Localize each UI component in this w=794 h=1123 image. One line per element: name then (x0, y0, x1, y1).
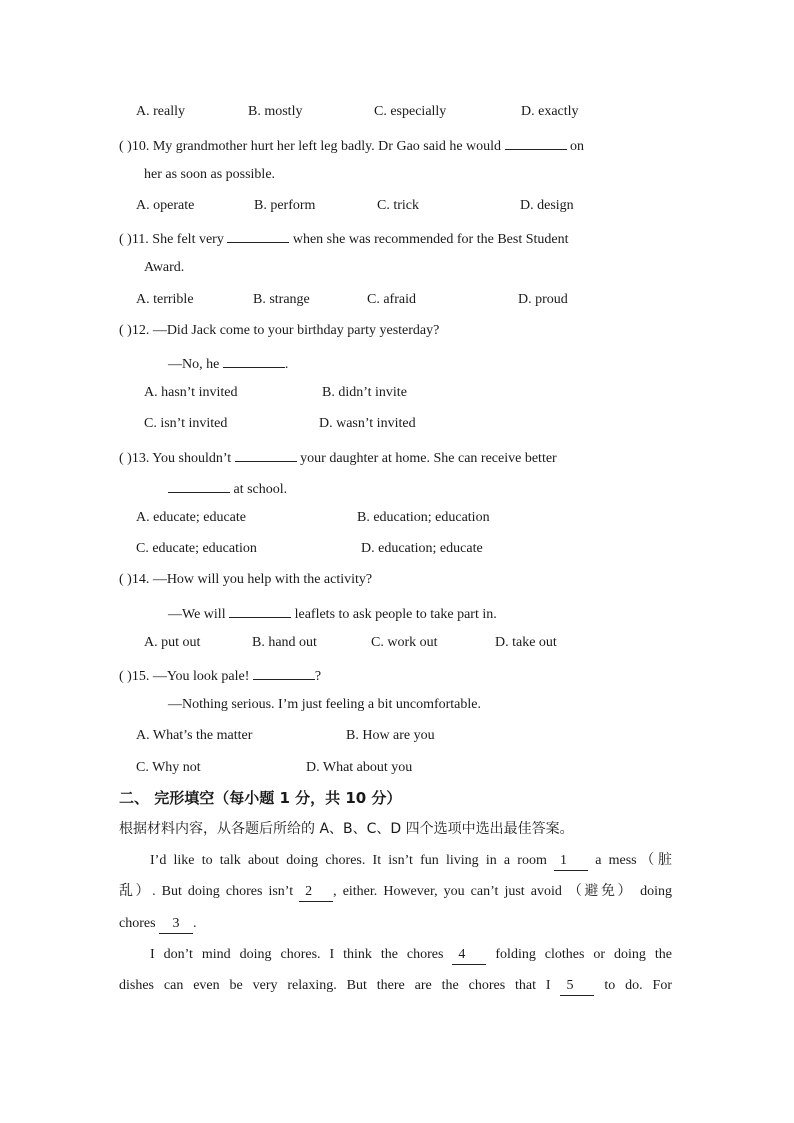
passage-text: folding clothes or doing the (495, 947, 672, 962)
q12-option-a: A. hasn’t invited (144, 385, 238, 400)
section-title: 二、 完形填空（每小题 1 分，共 10 分） (119, 789, 402, 807)
q12-response (168, 353, 288, 374)
q9-option-a: A. really (136, 104, 185, 119)
q11-stem (119, 228, 569, 249)
q10-stem-cont: her as soon as possible. (144, 167, 276, 182)
passage-text: dishes can even be very relaxing. But there are the chores that I (119, 978, 551, 993)
q15-stem (119, 665, 321, 686)
cloze-blank-1: 1 (554, 852, 588, 871)
q10-option-d: D. design (520, 198, 574, 213)
q9-option-d: D. exactly (521, 104, 579, 119)
answer-blank (235, 447, 297, 462)
cloze-blank-4: 4 (452, 946, 486, 965)
q10-option-a: A. operate (136, 198, 195, 213)
q14-option-b: B. hand out (252, 635, 317, 650)
q14-stem: ( )14. —How will you help with the activity? (119, 572, 373, 587)
q14-text-1: —We will (168, 607, 226, 622)
q12-text-2: . (284, 357, 289, 372)
q12-option-c: C. isn’t invited (144, 416, 228, 431)
q13-text-2: your daughter at home. She can receive better (300, 451, 557, 466)
q15-option-d: D. What about you (306, 760, 413, 775)
q13-text-3: at school. (233, 482, 288, 497)
q11-text-2: when she was recommended for the Best Student (292, 232, 569, 247)
cloze-blank-5: 5 (560, 977, 594, 996)
passage-text: , either. However, you can’t just avoid （避免） doing (333, 884, 673, 899)
passage-p1-line2 (119, 883, 672, 902)
q14-option-a: A. put out (144, 635, 201, 650)
q10-option-b: B. perform (254, 198, 316, 213)
passage-p1-line1 (150, 852, 672, 871)
q14-option-d: D. take out (495, 635, 557, 650)
q10-stem (119, 135, 584, 156)
passage-text: . (193, 916, 197, 931)
q11-text-1: ( )11. She felt very (119, 232, 224, 247)
passage-text: chores (119, 916, 156, 931)
answer-blank (223, 353, 285, 368)
answer-blank (168, 478, 230, 493)
q11-option-b: B. strange (253, 292, 310, 307)
q13-stem-cont (168, 478, 287, 499)
q12-option-d: D. wasn’t invited (319, 416, 416, 431)
cloze-blank-3: 3 (159, 915, 193, 934)
q11-option-a: A. terrible (136, 292, 194, 307)
answer-blank (505, 135, 567, 150)
q9-option-c: C. especially (374, 104, 447, 119)
q13-option-b: B. education; education (357, 510, 490, 525)
q12-stem: ( )12. —Did Jack come to your birthday party yesterday? (119, 323, 440, 338)
passage-text: to do. For (604, 978, 672, 993)
q13-stem (119, 447, 557, 468)
answer-blank (253, 665, 315, 680)
q10-text-1: ( )10. My grandmother hurt her left leg badly. Dr Gao said he would (119, 139, 502, 154)
q15-option-b: B. How are you (346, 728, 435, 743)
passage-text: 乱）. But doing chores isn’t (119, 884, 294, 899)
q15-option-a: A. What’s the matter (136, 728, 253, 743)
section-instruction: 根据材料内容，从各题后所给的 A、B、C、D 四个选项中选出最佳答案。 (119, 821, 574, 837)
answer-blank (229, 603, 291, 618)
q15-response: —Nothing serious. I’m just feeling a bit uncomfortable. (168, 697, 481, 712)
q10-text-2: on (570, 139, 585, 154)
q13-option-d: D. education; educate (361, 541, 483, 556)
q9-option-b: B. mostly (248, 104, 303, 119)
q15-text-2: ? (314, 669, 322, 684)
passage-text: a mess（脏 (595, 853, 672, 868)
q11-option-d: D. proud (518, 292, 568, 307)
passage-p2-line2 (119, 977, 672, 996)
q11-option-c: C. afraid (367, 292, 416, 307)
q13-option-c: C. educate; education (136, 541, 257, 556)
passage-text: I don’t mind doing chores. I think the chores (150, 947, 444, 962)
answer-blank (227, 228, 289, 243)
q11-stem-cont: Award. (144, 260, 185, 275)
q14-text-2: leaflets to ask people to take part in. (294, 607, 497, 622)
q10-option-c: C. trick (377, 198, 419, 213)
q13-option-a: A. educate; educate (136, 510, 246, 525)
passage-p1-line3 (119, 915, 197, 934)
q14-response (168, 603, 497, 624)
q14-option-c: C. work out (371, 635, 438, 650)
passage-text: I’d like to talk about doing chores. It isn’t fun living in a room (150, 853, 547, 868)
passage-p2-line1 (150, 946, 672, 965)
q12-option-b: B. didn’t invite (322, 385, 407, 400)
q12-text-1: —No, he (168, 357, 220, 372)
q13-text-1: ( )13. You shouldn’t (119, 451, 232, 466)
cloze-blank-2: 2 (299, 883, 333, 902)
q15-option-c: C. Why not (136, 760, 201, 775)
q15-text-1: ( )15. —You look pale! (119, 669, 250, 684)
